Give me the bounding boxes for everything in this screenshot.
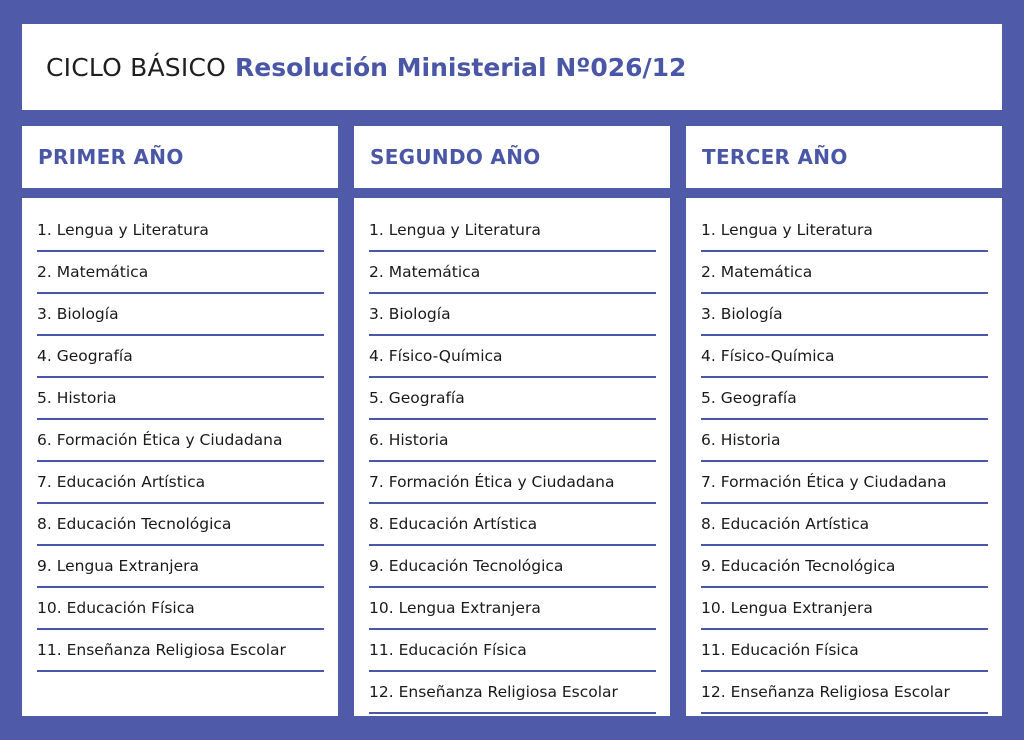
subject-item: 4. Físico-Química [369, 336, 656, 378]
subject-item: 6. Historia [369, 420, 656, 462]
subject-item: 12. Enseñanza Religiosa Escolar [369, 672, 656, 714]
subject-item: 2. Matemática [701, 252, 988, 294]
column-heading-label: PRIMER AÑO [38, 145, 184, 169]
subject-item: 3. Biología [369, 294, 656, 336]
subject-item: 9. Educación Tecnológica [701, 546, 988, 588]
subject-item: 10. Lengua Extranjera [701, 588, 988, 630]
subject-item: 11. Educación Física [701, 630, 988, 672]
subject-list-third-year [686, 198, 1002, 716]
subject-item: 9. Educación Tecnológica [369, 546, 656, 588]
subject-item: 8. Educación Artística [701, 504, 988, 546]
subject-list [37, 210, 324, 672]
subject-item: 10. Lengua Extranjera [369, 588, 656, 630]
subject-item: 11. Enseñanza Religiosa Escolar [37, 630, 324, 672]
subject-item: 12. Enseñanza Religiosa Escolar [701, 672, 988, 714]
subject-item: 3. Biología [701, 294, 988, 336]
subject-list-second-year [354, 198, 670, 716]
page-title: CICLO BÁSICO [46, 52, 226, 82]
subject-item: 10. Educación Física [37, 588, 324, 630]
title-bar [22, 24, 1002, 110]
subject-item: 7. Educación Artística [37, 462, 324, 504]
subject-list-first-year [22, 198, 338, 716]
column-heading-third-year [686, 126, 1002, 188]
subject-item: 1. Lengua y Literatura [37, 210, 324, 252]
subject-item: 5. Geografía [701, 378, 988, 420]
subject-item: 3. Biología [37, 294, 324, 336]
subject-item: 9. Lengua Extranjera [37, 546, 324, 588]
subject-list [701, 210, 988, 714]
subject-item: 4. Físico-Química [701, 336, 988, 378]
subject-item: 6. Historia [701, 420, 988, 462]
subject-item: 5. Historia [37, 378, 324, 420]
subject-item: 5. Geografía [369, 378, 656, 420]
subject-item: 4. Geografía [37, 336, 324, 378]
subject-list [369, 210, 656, 714]
subject-item: 7. Formación Ética y Ciudadana [369, 462, 656, 504]
subject-item: 11. Educación Física [369, 630, 656, 672]
subject-item: 6. Formación Ética y Ciudadana [37, 420, 324, 462]
subject-item: 2. Matemática [369, 252, 656, 294]
column-heading-first-year [22, 126, 338, 188]
page-subtitle: Resolución Ministerial Nº026/12 [234, 52, 687, 82]
column-heading-label: TERCER AÑO [702, 145, 848, 169]
subject-item: 2. Matemática [37, 252, 324, 294]
subject-item: 7. Formación Ética y Ciudadana [701, 462, 988, 504]
subject-item: 8. Educación Artística [369, 504, 656, 546]
subject-item: 1. Lengua y Literatura [701, 210, 988, 252]
subject-item: 1. Lengua y Literatura [369, 210, 656, 252]
column-heading-second-year [354, 126, 670, 188]
column-heading-label: SEGUNDO AÑO [370, 145, 541, 169]
subject-item: 8. Educación Tecnológica [37, 504, 324, 546]
